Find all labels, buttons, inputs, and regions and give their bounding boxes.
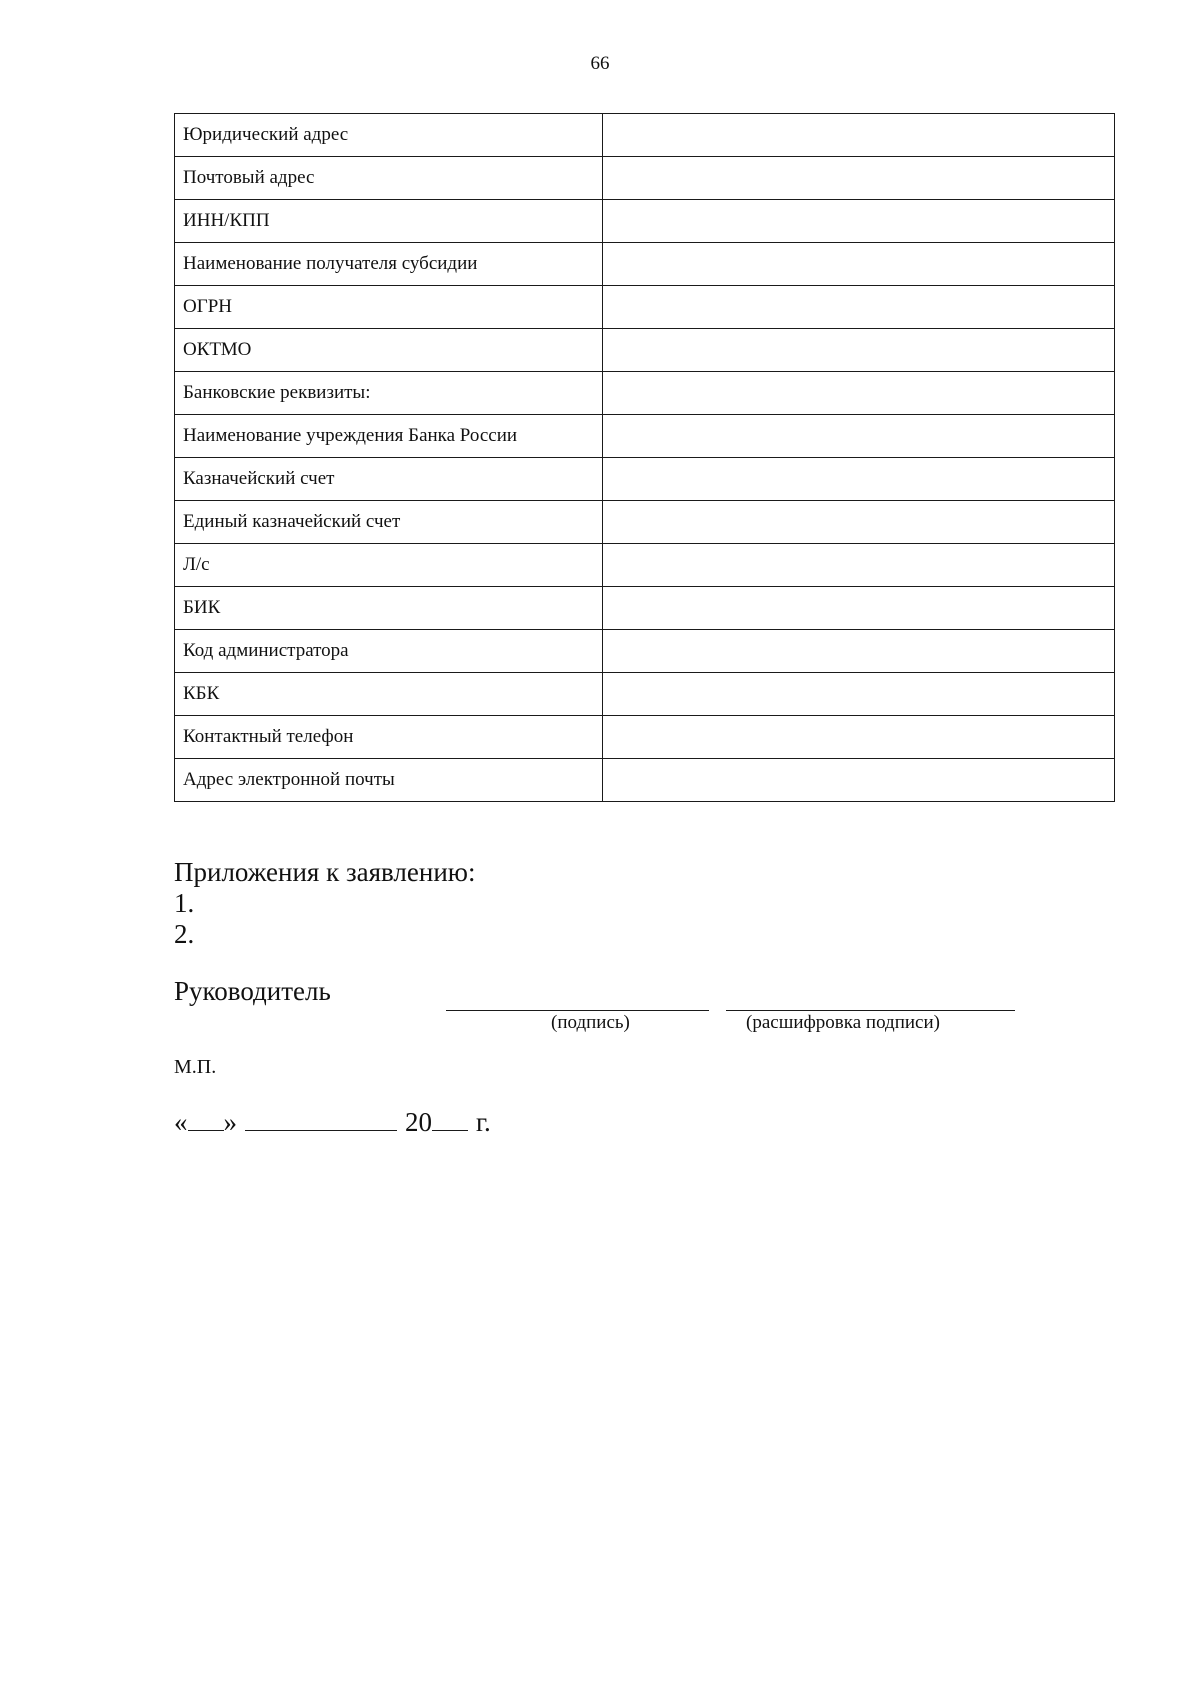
- date-close-quote: »: [223, 1107, 237, 1137]
- table-row: [175, 673, 1115, 716]
- table-row: [175, 587, 1115, 630]
- row-value-field[interactable]: [603, 329, 1115, 372]
- row-label: Банковские реквизиты:: [175, 372, 603, 415]
- table-row: [175, 759, 1115, 802]
- row-value-field[interactable]: [603, 458, 1115, 501]
- row-value-field[interactable]: [603, 716, 1115, 759]
- table-row: [175, 716, 1115, 759]
- row-value-field[interactable]: [603, 243, 1115, 286]
- row-label: Наименование получателя субсидии: [175, 243, 603, 286]
- attachment-item: 1.: [174, 888, 195, 918]
- row-label: Контактный телефон: [175, 716, 603, 759]
- date-open-quote: «: [174, 1107, 188, 1137]
- attachments-heading: Приложения к заявлению:: [174, 857, 476, 887]
- date-line: [174, 1109, 491, 1136]
- signature-line[interactable]: [446, 1010, 709, 1011]
- row-value-field[interactable]: [603, 286, 1115, 329]
- signature-decode-caption: (расшифровка подписи): [746, 1012, 940, 1033]
- row-label: Казначейский счет: [175, 458, 603, 501]
- row-label: Юридический адрес: [175, 114, 603, 157]
- row-value-field[interactable]: [603, 673, 1115, 716]
- row-value-field[interactable]: [603, 415, 1115, 458]
- row-value-field[interactable]: [603, 114, 1115, 157]
- page-number: 66: [590, 53, 610, 74]
- attachment-item: 2.: [174, 919, 195, 949]
- row-value-field[interactable]: [603, 630, 1115, 673]
- date-year-prefix: 20: [405, 1107, 432, 1137]
- row-value-field[interactable]: [603, 501, 1115, 544]
- table-row: [175, 630, 1115, 673]
- table-row: [175, 458, 1115, 501]
- table-row: [175, 200, 1115, 243]
- row-label: Адрес электронной почты: [175, 759, 603, 802]
- table-row: [175, 114, 1115, 157]
- row-label: Почтовый адрес: [175, 157, 603, 200]
- row-label: ИНН/КПП: [175, 200, 603, 243]
- head-label: Руководитель: [174, 976, 331, 1006]
- row-label: КБК: [175, 673, 603, 716]
- row-label: Наименование учреждения Банка России: [175, 415, 603, 458]
- table-row: [175, 415, 1115, 458]
- row-label: Единый казначейский счет: [175, 501, 603, 544]
- signature-decode-line[interactable]: [726, 1010, 1015, 1011]
- table-row: [175, 286, 1115, 329]
- row-label: БИК: [175, 587, 603, 630]
- attachments-section: [174, 857, 475, 950]
- table-row: [175, 243, 1115, 286]
- signature-caption: (подпись): [551, 1012, 630, 1033]
- table-row: [175, 372, 1115, 415]
- date-year-suffix: г.: [476, 1107, 491, 1137]
- table-row: [175, 157, 1115, 200]
- stamp-label: М.П.: [174, 1056, 217, 1078]
- row-label: ОГРН: [175, 286, 603, 329]
- table-row: [175, 544, 1115, 587]
- requisites-table-body: [175, 114, 1115, 802]
- row-value-field[interactable]: [603, 759, 1115, 802]
- row-label: Код администратора: [175, 630, 603, 673]
- table-row: [175, 501, 1115, 544]
- row-label: Л/с: [175, 544, 603, 587]
- date-year-blank[interactable]: [432, 1110, 468, 1131]
- row-value-field[interactable]: [603, 372, 1115, 415]
- row-label: ОКТМО: [175, 329, 603, 372]
- row-value-field[interactable]: [603, 157, 1115, 200]
- requisites-table: [174, 113, 1115, 802]
- row-value-field[interactable]: [603, 587, 1115, 630]
- row-value-field[interactable]: [603, 544, 1115, 587]
- table-row: [175, 329, 1115, 372]
- date-day-blank[interactable]: [188, 1110, 224, 1131]
- date-month-blank[interactable]: [245, 1110, 397, 1131]
- row-value-field[interactable]: [603, 200, 1115, 243]
